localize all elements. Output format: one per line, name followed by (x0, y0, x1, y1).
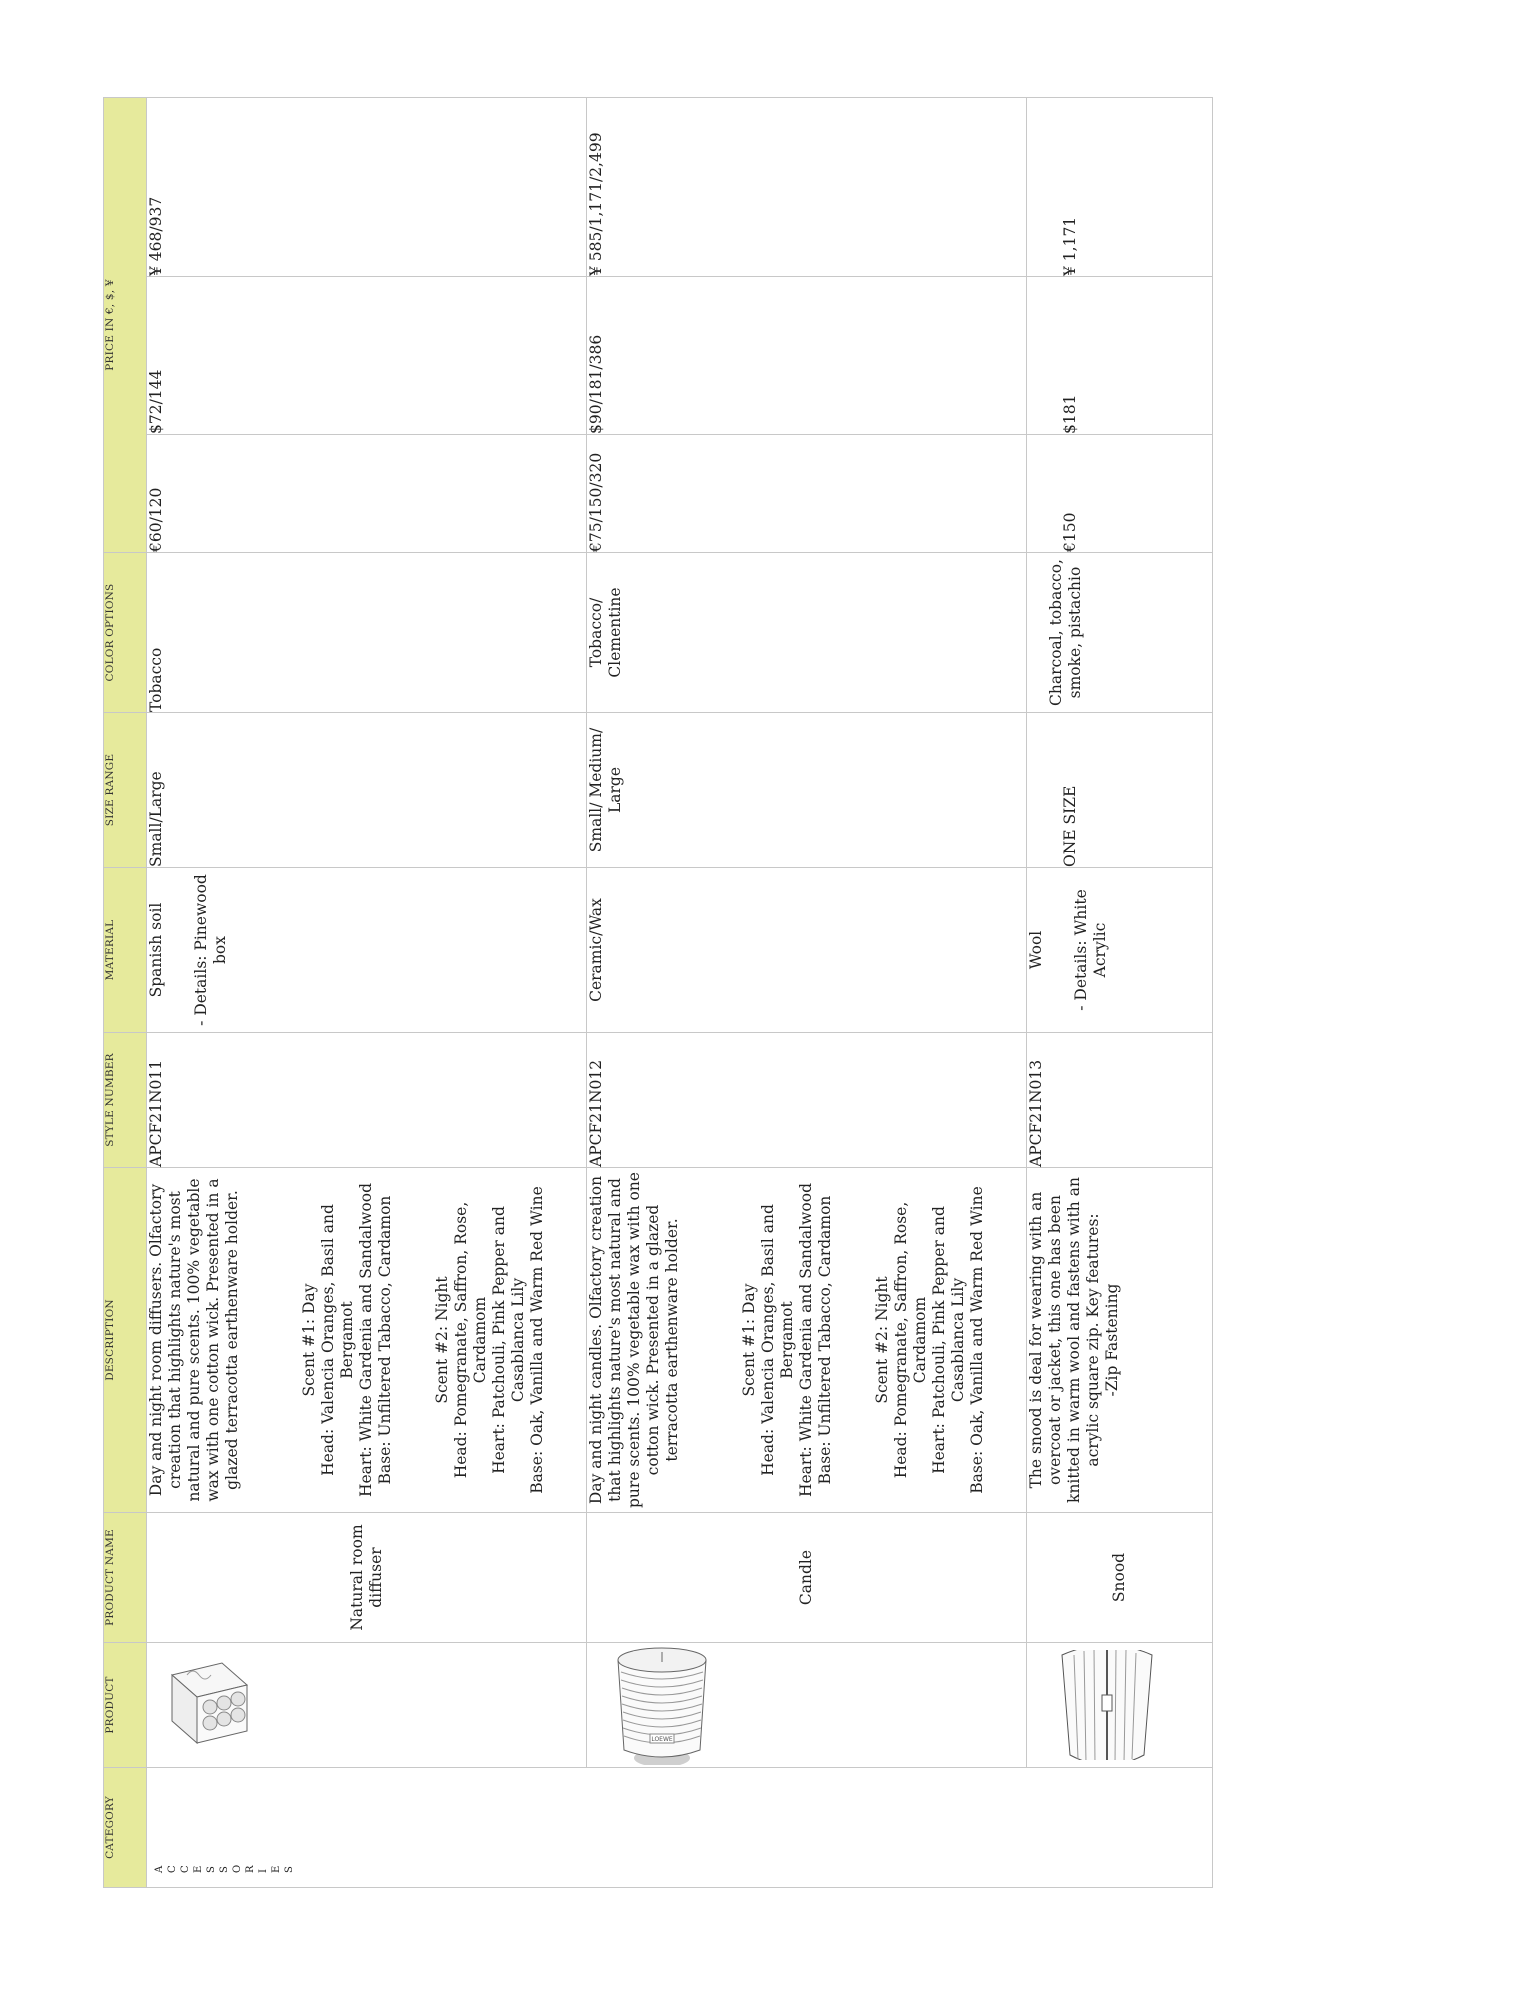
price-jpy: ¥ 1,171 (1061, 216, 1079, 276)
product-image-cell (1027, 1643, 1213, 1768)
material-cell (147, 868, 587, 1033)
description-feature: -Zip Fastening (1103, 1283, 1121, 1397)
description-intro: Day and night room diffusers. Olfactory creation that highlights nature's most natural and pure scents. 100% vegetable wax with one cotton wick. Presented in a glazed terracotta earthenware holder. (147, 1178, 241, 1502)
header-product-name: PRODUCT NAME (104, 1513, 147, 1643)
price-usd-cell (587, 277, 1027, 435)
color-options: Charcoal, tobacco, smoke, pistachio (1047, 559, 1084, 706)
description-intro: The snood is deal for wearing with an overcoat or jacket, this one has been knitted in warm wool and fastens with an acrylic square zip. Key features: (1027, 1177, 1102, 1503)
color-options-cell (147, 553, 587, 713)
category-letter: S (206, 1866, 217, 1873)
table-row (587, 97, 1027, 1887)
table-row (147, 97, 587, 1887)
style-number: APCF21N012 (587, 1059, 605, 1167)
product-name-cell (147, 1513, 587, 1643)
description-cell (587, 1168, 1027, 1513)
style-number: APCF21N013 (1027, 1059, 1045, 1167)
description-cell (1027, 1168, 1213, 1513)
header-category: CATEGORY (104, 1768, 147, 1888)
price-jpy: ¥ 468/937 (147, 196, 165, 276)
price-eur: €150 (1061, 512, 1079, 552)
table-row (1027, 97, 1213, 1887)
category-letter: A (154, 1865, 165, 1873)
product-name-cell (1027, 1513, 1213, 1643)
product-image-cell (587, 1643, 1027, 1768)
material: Ceramic/Wax (587, 898, 605, 1002)
product-image-cell (147, 1643, 587, 1768)
header-price: PRICE IN €, $, ¥ (104, 97, 147, 552)
scent-1-base: Base: Unfiltered Tabacco, Cardamon (376, 1195, 394, 1485)
material-cell (587, 868, 1027, 1033)
price-eur-cell (147, 435, 587, 553)
header-row (104, 97, 147, 1887)
size-range-cell (1027, 713, 1213, 868)
category-letter: S (284, 1866, 295, 1873)
scent-2-head: Head: Pomegranate, Saffron, Rose, Cardamom (452, 1201, 489, 1479)
scent-1-title: Scent #1: Day (740, 1283, 758, 1397)
category-letter: E (193, 1865, 204, 1873)
size-range-cell (587, 713, 1027, 868)
material-details: - Details: White Acrylic (1072, 889, 1109, 1011)
header-material: MATERIAL (104, 868, 147, 1033)
style-number-cell (1027, 1033, 1213, 1168)
color-options: Tobacco (147, 647, 165, 712)
price-jpy-cell (1027, 97, 1213, 276)
header-color-options: COLOR OPTIONS (104, 553, 147, 713)
color-options-cell (587, 553, 1027, 713)
scent-2-heart: Heart: Patchouli, Pink Pepper and Casablanca Lily (930, 1206, 967, 1474)
product-name: Natural room diffuser (347, 1524, 385, 1631)
color-options-cell (1027, 553, 1213, 713)
header-description: DESCRIPTION (104, 1168, 147, 1513)
scent-2-head: Head: Pomegranate, Saffron, Rose, Cardamom (892, 1201, 929, 1479)
price-usd: $72/144 (147, 369, 165, 434)
scent-2-heart: Heart: Patchouli, Pink Pepper and Casablanca Lily (490, 1206, 527, 1474)
category-letter: E (271, 1865, 282, 1873)
scent-2-title: Scent #2: Night (433, 1276, 451, 1404)
material-cell (1027, 868, 1213, 1033)
header-product: PRODUCT (104, 1643, 147, 1768)
scent-1-base: Base: Unfiltered Tabacco, Cardamon (816, 1195, 834, 1485)
size-range: ONE SIZE (1061, 785, 1079, 867)
scent-2-base: Base: Oak, Vanilla and Warm Red Wine (968, 1186, 986, 1494)
header-style-number: STYLE NUMBER (104, 1033, 147, 1168)
scent-2-base: Base: Oak, Vanilla and Warm Red Wine (528, 1186, 546, 1494)
style-number-cell (587, 1033, 1027, 1168)
category-letter: R (245, 1865, 256, 1873)
category-vertical-text (147, 1768, 296, 1887)
size-range: Small/ Medium/ Large (587, 727, 624, 853)
scent-1-head: Head: Valencia Oranges, Basil and Bergamot (759, 1204, 796, 1476)
size-range-cell (147, 713, 587, 868)
header-size-range: SIZE RANGE (104, 713, 147, 868)
candle-logo-text: LOEWE (651, 1736, 673, 1743)
scent-1-heart: Heart: White Gardenia and Sandalwood (797, 1182, 815, 1498)
product-name-cell (587, 1513, 1027, 1643)
size-range: Small/Large (147, 771, 165, 867)
description-intro: Day and night candles. Olfactory creation that highlights nature's most natural and pure scents. 100% vegetable wax with one cotton wick. Presented in a glazed terracotta earthenware holder. (587, 1172, 681, 1508)
candle-illustration (587, 1645, 737, 1765)
price-usd-cell (147, 277, 587, 435)
price-jpy-cell (587, 97, 1027, 276)
material: Spanish soil (147, 902, 165, 998)
category-letter: C (180, 1865, 191, 1873)
price-eur: €60/120 (147, 487, 165, 552)
price-eur-cell (587, 435, 1027, 553)
category-cell (147, 1768, 1213, 1888)
rotated-sheet (103, 98, 1213, 1888)
category-letter: I (258, 1869, 269, 1873)
material: Wool (1027, 930, 1045, 970)
product-name: Snood (1110, 1552, 1128, 1603)
price-usd: $181 (1061, 394, 1079, 434)
scent-1-heart: Heart: White Gardenia and Sandalwood (357, 1182, 375, 1498)
style-number-cell (147, 1033, 587, 1168)
color-options: Tobacco/ Clementine (587, 587, 624, 678)
price-usd: $90/181/386 (587, 334, 605, 434)
scent-2-title: Scent #2: Night (873, 1276, 891, 1404)
price-jpy: ¥ 585/1,171/2,499 (587, 132, 605, 276)
price-usd-cell (1027, 277, 1213, 435)
scent-1-title: Scent #1: Day (300, 1283, 318, 1397)
product-name: Candle (797, 1549, 815, 1606)
price-jpy-cell (147, 97, 587, 276)
category-letter: C (167, 1865, 178, 1873)
scent-1-head: Head: Valencia Oranges, Basil and Bergamot (319, 1204, 356, 1476)
material-details: - Details: Pinewood box (192, 874, 229, 1026)
room-diffuser-illustration (147, 1650, 267, 1760)
category-letter: O (232, 1864, 243, 1873)
price-eur-cell (1027, 435, 1213, 553)
price-eur: €75/150/320 (587, 452, 605, 552)
category-letter: S (219, 1866, 230, 1873)
product-table (103, 97, 1213, 1888)
description-cell (147, 1168, 587, 1513)
snood-illustration (1027, 1650, 1187, 1760)
style-number: APCF21N011 (147, 1059, 165, 1167)
